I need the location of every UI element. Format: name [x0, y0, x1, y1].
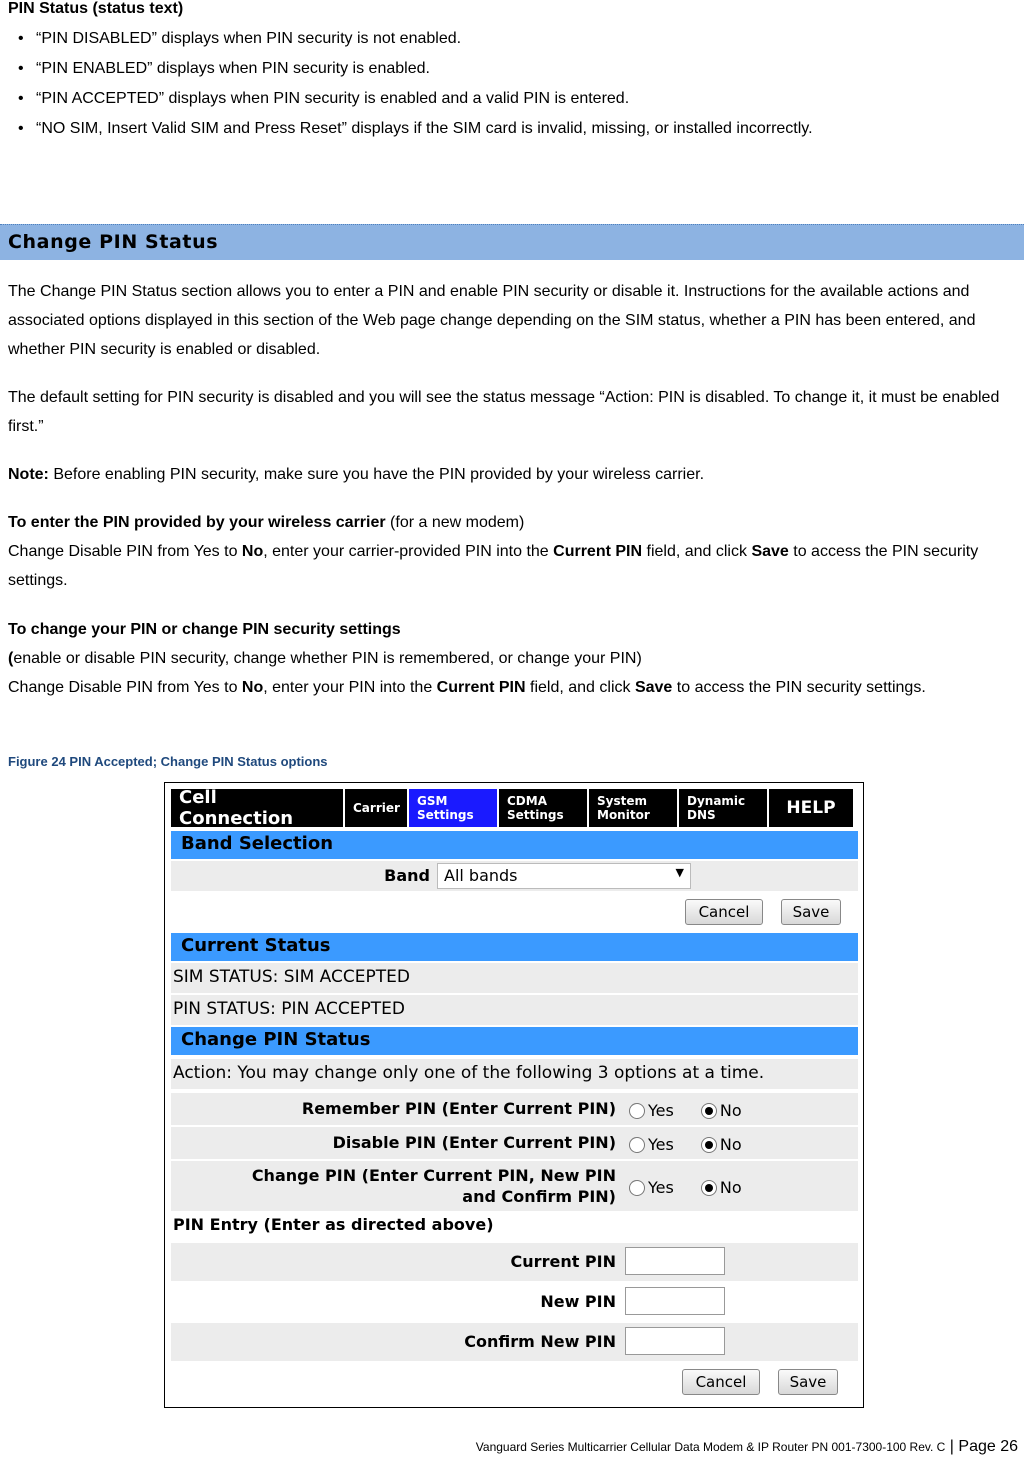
text: enable or disable PIN security, change whether PIN is remembered, or change your PIN) — [13, 650, 642, 667]
footer-text: Vanguard Series Multicarrier Cellular Data Modem & IP Router PN 001-7300-100 Rev. C — [475, 1440, 946, 1454]
section-heading-bar — [0, 224, 1024, 260]
change-pin-heading: To change your PIN or change PIN security settings — [8, 621, 401, 638]
text-bold: Save — [751, 543, 789, 560]
nav-cell-connection[interactable]: Cell Connection — [171, 789, 343, 827]
text: field, and click — [642, 543, 752, 560]
remember-pin-label: Remember PIN (Enter Current PIN) — [301, 1099, 616, 1118]
list-item: • “PIN ENABLED” displays when PIN security is enabled. — [0, 54, 1024, 84]
disable-pin-yes-radio[interactable] — [629, 1137, 645, 1153]
cancel-button[interactable]: Cancel — [682, 1369, 760, 1395]
disable-pin-label: Disable PIN (Enter Current PIN) — [332, 1133, 616, 1152]
radio-label: No — [719, 1101, 742, 1120]
footer-separator: | — [945, 1438, 959, 1455]
text-bold: ( — [8, 650, 14, 667]
pin-status-text: PIN STATUS: PIN ACCEPTED — [173, 999, 405, 1019]
pin-status-heading: PIN Status (status text) — [8, 0, 184, 17]
pin-entry-heading: PIN Entry (Enter as directed above) — [173, 1215, 494, 1234]
text-bold: No — [241, 679, 264, 696]
nav-dynamic-dns[interactable]: Dynamic DNS — [679, 789, 767, 827]
current-status-header: Current Status — [171, 933, 858, 961]
text: Change Disable PIN from Yes to — [8, 679, 242, 696]
radio-label: Yes — [648, 1101, 674, 1120]
disable-pin-radios — [629, 1134, 764, 1154]
save-button[interactable]: Save — [781, 899, 841, 925]
change-pin-row — [171, 1161, 858, 1211]
nav-bar — [171, 789, 858, 827]
nav-cdma-settings[interactable]: CDMA Settings — [499, 789, 587, 827]
confirm-new-pin-label: Confirm New PIN — [464, 1332, 616, 1351]
radio-label: Yes — [648, 1178, 674, 1197]
save-button[interactable]: Save — [778, 1369, 838, 1395]
text: field, and click — [525, 679, 635, 696]
list-item: • “PIN DISABLED” displays when PIN security is not enabled. — [0, 24, 1024, 54]
list-item: • “NO SIM, Insert Valid SIM and Press Reset” displays if the SIM card is invalid, missing, or installed incorrectly. — [0, 114, 1024, 144]
text: , enter your carrier-provided PIN into the — [263, 543, 554, 560]
text: to access the PIN security settings. — [8, 543, 979, 589]
disable-pin-no-radio[interactable] — [701, 1137, 717, 1153]
sim-status-row — [171, 963, 858, 993]
band-select-value: All bands — [444, 866, 518, 885]
note-text: Before enabling PIN security, make sure you have the PIN provided by your wireless carrier. — [48, 466, 705, 483]
change-pin-label — [252, 1165, 616, 1207]
current-pin-label: Current PIN — [510, 1252, 616, 1271]
enter-pin-heading: To enter the PIN provided by your wireless carrier — [8, 514, 386, 531]
band-select[interactable] — [437, 863, 691, 889]
new-pin-row — [171, 1283, 858, 1321]
confirm-new-pin-row — [171, 1323, 858, 1361]
radio-label: Yes — [648, 1135, 674, 1154]
chevron-down-icon: ▼ — [675, 866, 684, 879]
change-pin-label-line: and Confirm PIN) — [462, 1187, 616, 1206]
note-paragraph — [8, 460, 1018, 489]
change-pin-yes-radio[interactable] — [629, 1180, 645, 1196]
remember-pin-no-radio[interactable] — [701, 1103, 717, 1119]
current-pin-row — [171, 1243, 858, 1281]
enter-pin-heading-rest: (for a new modem) — [385, 514, 525, 531]
text: to access the PIN security settings. — [672, 679, 926, 696]
figure-screenshot — [164, 782, 864, 1408]
sim-status-text: SIM STATUS: SIM ACCEPTED — [173, 967, 410, 987]
radio-label: No — [719, 1135, 742, 1154]
action-text: Action: You may change only one of the following 3 options at a time. — [173, 1063, 765, 1083]
nav-system-monitor[interactable]: System Monitor — [589, 789, 677, 827]
text-bold: Current PIN — [436, 679, 526, 696]
text: , enter your PIN into the — [263, 679, 437, 696]
new-pin-label: New PIN — [540, 1292, 616, 1311]
text-bold: No — [241, 543, 264, 560]
page-footer — [476, 1438, 1018, 1456]
change-pin-no-radio[interactable] — [701, 1180, 717, 1196]
enter-pin-block — [8, 508, 1018, 595]
cancel-button[interactable]: Cancel — [685, 899, 763, 925]
nav-gsm-settings[interactable]: GSM Settings — [409, 789, 497, 827]
pin-status-row — [171, 995, 858, 1025]
confirm-new-pin-input[interactable] — [625, 1327, 725, 1355]
list-item: • “PIN ACCEPTED” displays when PIN security is enabled and a valid PIN is entered. — [0, 84, 1024, 114]
change-pin-block — [8, 615, 1018, 702]
disable-pin-row — [171, 1127, 858, 1159]
text: Change Disable PIN from Yes to — [8, 543, 242, 560]
new-pin-input[interactable] — [625, 1287, 725, 1315]
current-pin-input[interactable] — [625, 1247, 725, 1275]
note-label: Note: — [8, 466, 49, 483]
remember-pin-row — [171, 1093, 858, 1125]
intro-paragraph: The Change PIN Status section allows you to enter a PIN and enable PIN security or disable it. Instructions for the available actions and associated options displayed in this section of the Web page change depending on the SIM status, whether a PIN has been entered, and whether PIN security is enabled or disabled. — [8, 283, 976, 358]
figure-caption: Figure 24 PIN Accepted; Change PIN Status options — [8, 754, 328, 769]
page-number: Page 26 — [958, 1438, 1018, 1455]
remember-pin-yes-radio[interactable] — [629, 1103, 645, 1119]
text-bold: Save — [634, 679, 673, 696]
change-pin-status-header: Change PIN Status — [171, 1027, 858, 1055]
section-title: Change PIN Status — [8, 231, 219, 253]
text-bold: Current PIN — [553, 543, 643, 560]
change-pin-label-line: Change PIN (Enter Current PIN, New PIN — [251, 1166, 616, 1185]
nav-help[interactable]: HELP — [769, 789, 853, 827]
band-label: Band — [384, 866, 430, 885]
remember-pin-radios — [629, 1100, 764, 1120]
change-pin-radios — [629, 1177, 764, 1197]
default-paragraph: The default setting for PIN security is disabled and you will see the status message “Action: PIN is disabled. To change it, it must be enabled first.” — [8, 389, 1000, 435]
pin-status-list — [0, 24, 1024, 144]
action-row — [171, 1059, 858, 1089]
nav-carrier[interactable]: Carrier — [345, 789, 407, 827]
radio-label: No — [719, 1178, 742, 1197]
band-selection-header: Band Selection — [171, 831, 858, 859]
